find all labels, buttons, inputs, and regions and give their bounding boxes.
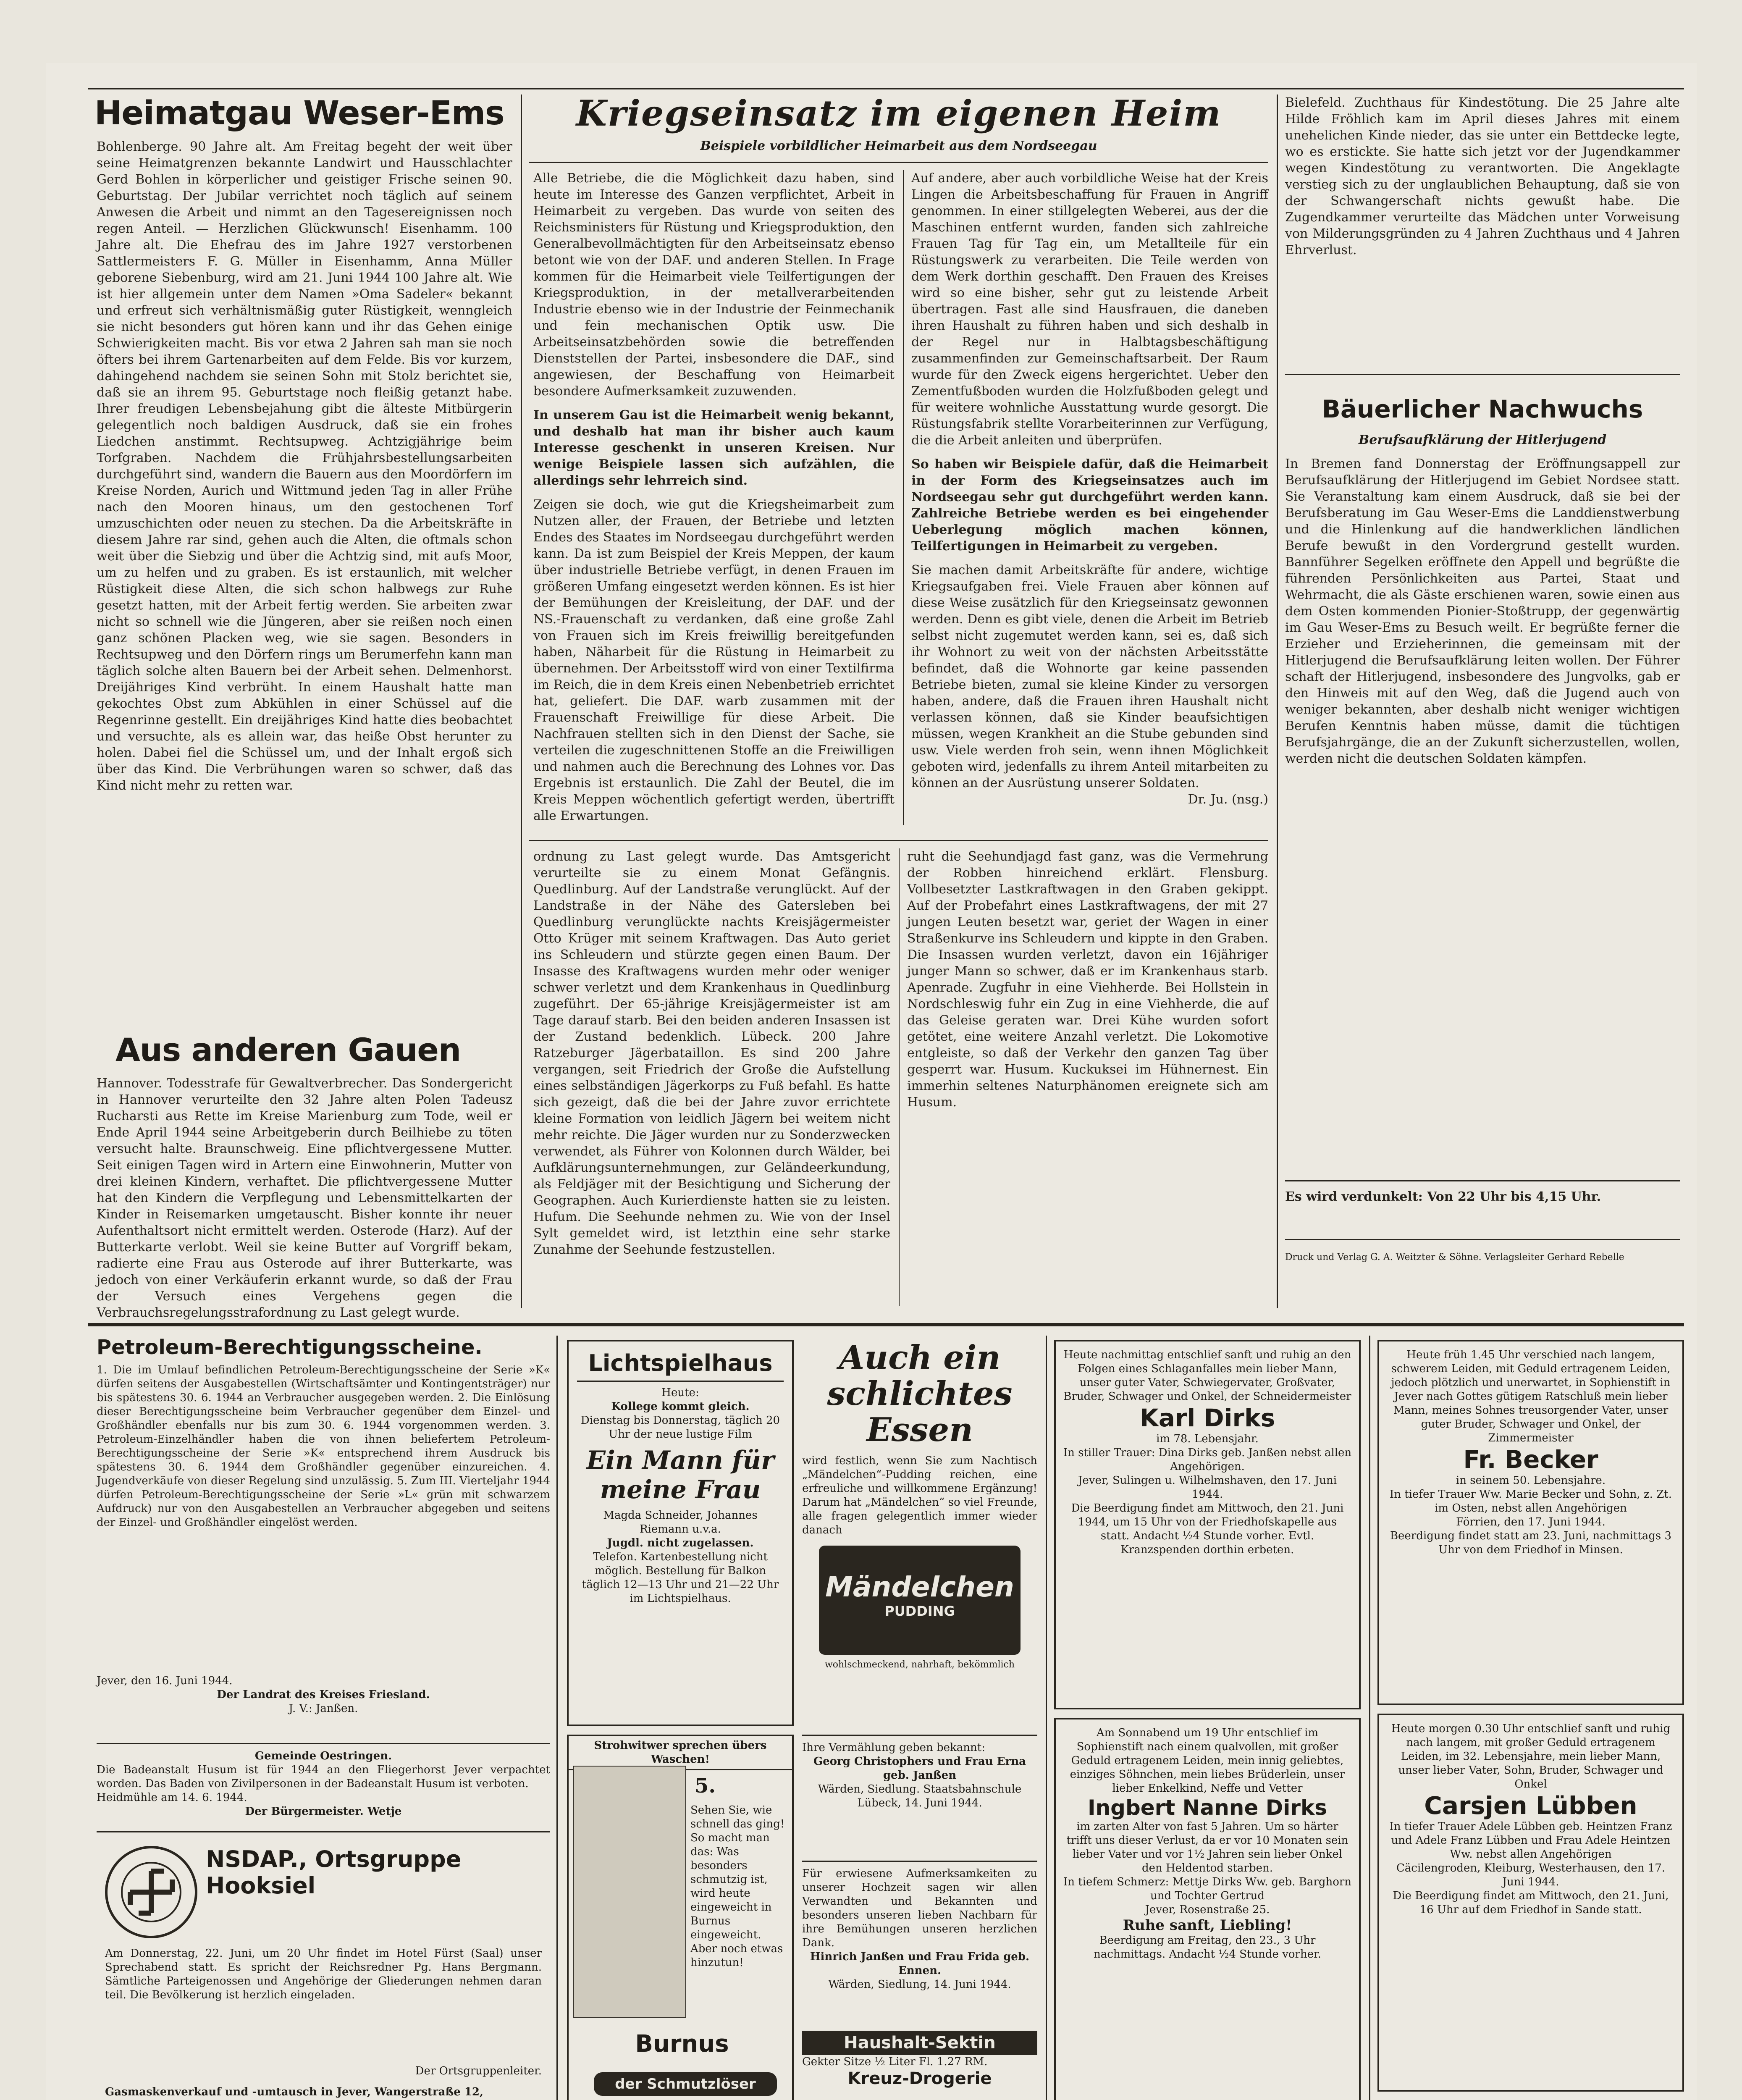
nsdap-title: NSDAP., Ortsgruppe Hooksiel	[206, 1846, 462, 1899]
waschen-body: Sehen Sie, wie schnell das ging! So macht man das: Was besonders schmutzig ist, wird heute eingeweicht in Burnus eingeweicht. Aber noch etwas hinzutun!	[690, 1804, 785, 1969]
vermaehlung-ad	[802, 1741, 1037, 1810]
nsdap-body: Am Donnerstag, 22. Juni, um 20 Uhr findet im Hotel Fürst (Saal) unser Sprechabend statt. Es spricht der Reichsredner Pg. Hans Bergmann. Sämtliche Parteigenossen und Angehörige der Gliederungen nehmen daran teil. Die Bevölkerung ist herzlich eingeladen.	[105, 1947, 542, 2001]
column-divider	[1369, 1336, 1370, 2100]
becker-name: Fr. Becker	[1463, 1445, 1598, 1474]
dirks-funeral: Die Beerdigung findet am Mittwoch, den 21. Juni 1944, um 15 Uhr von der Friedhofskapelle aus statt. Andacht ½4 Stunde vorher. Evtl. Kranzspenden dorthin erbeten.	[1071, 1502, 1344, 1556]
kriegseinsatz-col1-text: Alle Betriebe, die die Möglichkeit dazu haben, sind heute im Interesse des Ganzen verpflichtet, Arbeit in Heimarbeit zu vergeben. Das wurde von seiten des Reichsministers für Rüstung und Kriegsproduktion, den Generalbevollmächtigten für den Arbeitseinsatz ebenso betont wie von der DAF. und anderen Stellen. In Frage kommen für die Heimarbeit viele Teilfertigungen der Kriegsproduktion, in der metallverarbeitenden Industrie ebenso wie in der Industrie der Feinmechanik und fein mechanischen Optik usw. Die Arbeitseinsatzbehörden sowie die betreffenden Dienststellen der Partei, insbesondere die DAF., sind angewiesen, der Beschaffung von Heimarbeit besondere Aufmerksamkeit zuzuwenden.	[533, 171, 895, 399]
essen-foot: wohlschmeckend, nahrhaft, bekömmlich	[824, 1659, 1015, 1670]
luebben-trauer: In tiefer Trauer Adele Lübben geb. Heintzen Franz und Adele Franz Lübben und Frau Adele Heintzen Ww. nebst allen Angehörigen	[1389, 1820, 1672, 1861]
maendelchen-ad	[802, 1340, 1037, 1730]
luebben-notice	[1377, 1714, 1684, 2092]
becker-trauer: In tiefer Trauer Ww. Marie Becker und Sohn, z. Zt. im Osten, nebst allen Angehörigen	[1390, 1488, 1672, 1515]
oestringen-sign: Der Bürgermeister. Wetje	[245, 1805, 402, 1818]
essen-body: wird festlich, wenn Sie zum Nachtisch „Mändelchen“-Pudding reichen, eine erfreuliche und willkommene Ergänzung! Darum hat „Mändelchen“ so viel Freunde, alle fragen gelegentlich immer wieder danach	[802, 1454, 1037, 1536]
kino-today: Heute:	[661, 1386, 699, 1399]
schmutzloeser-badge: der Schmutzlöser	[594, 2072, 777, 2096]
heimatgau-body: Bohlenberge. 90 Jahre alt. Am Freitag begeht der weit über seine Heimatgrenzen bekannte Landwirt und Hausschlachter Gerd Bohlen in körperlicher und geistiger Frische seinen 90. Geburtstag. Der Jubilar verrichtet noch täglich auf seinem Anwesen die Arbeit und nimmt an den Tagesereignissen noch regen Anteil. — Herzlichen Glückwunsch! Eisenhamm. 100 Jahre alt. Die Ehefrau des im Jahre 1927 verstorbenen Sattlermeisters F. G. Müller in Eisenhamm, Anna Müller geborene Siebenburg, wird am 21. Juni 1944 100 Jahre alt. Wie ist hier allgemein unter dem Namen »Oma Sadeler« bekannt und erfreut sich verhältnismäßig guter Rüstigkeit, wenngleich sie nicht besonders gut hören kann und ihr das Gehen einige Schwierigkeiten macht. Bis vor etwa 2 Jahren sah man sie noch öfters bei ihrem Gartenarbeiten auf dem Felde. Bis vor kurzem, dahingehend nachdem sie seinen Sohn mit Stolz berichtet sie, daß sie an ihrem 95. Geburtstage noch fleißig getanzt habe. Ihrer freudigen Lebensbejahung gibt die älteste Mitbürgerin gelegentlich noch baldigen Ausdruck, daß sie ein frohes Liedchen anstimmt. Rechtsupweg. Achtzigjährige beim Torfgraben. Nachdem die Frühjahrsbestellungsarbeiten durchgeführt sind, wandern die Bauern aus den Moordörfern im Kreise Norden, Aurich und Wittmund jeden Tag in aller Frühe nach den Mooren hinaus, um den gestochenen Torf umzuschichten oder neuen zu stechen. Da die Arbeitskräfte in diesem Jahre rar sind, gehen auch die Alten, die oftmals schon weit über die Siebzig und über die Achtzig sind, mit aufs Moor, um zu helfen und zu graben. Es ist erstaunlich, mit welcher Rüstigkeit diese Alten, die sich schon halbwegs zur Ruhe gesetzt hatten, mit der Arbeit fertig werden. Sie arbeiten zwar nicht so schnell wie die Jüngeren, aber sie reißen noch einen ganz schönen Placken weg, wie sie sagen. Besonders in Rechtsupweg und den Dörfern rings um Berumerfehn kann man täglich solche alten Bauern bei der Arbeit sehen. Delmenhorst. Dreijähriges Kind verbrüht. In einem Haushalt hatte man gekochtes Obst zum Abkühlen in einer Schüssel auf die Regenrinne gestellt. Ein dreijähriges Kind hatte dies beobachtet und versuchte, als es allein war, das heiße Obst herunter zu holen. Dabei fiel die Schüssel um, und der Inhalt ergoß sich über das Kind. Die Verbrühungen waren so schwer, daß das Kind nicht mehr zu retten war.	[97, 139, 512, 793]
bauerlicher-title: Bäuerlicher Nachwuchs	[1322, 395, 1643, 423]
maendelchen-sub: PUDDING	[884, 1603, 955, 1619]
haushalt-body: Gekter Sitze ½ Liter Fl. 1.27 RM.	[802, 2055, 988, 2068]
dank-ad	[802, 1867, 1037, 1992]
oestringen-body: Die Badeanstalt Husum ist für 1944 an den Fliegerhorst Jever verpachtet worden. Das Baden von Zivilpersonen in der Badeanstalt Husum ist verboten.	[97, 1764, 550, 1790]
luebben-place: Cäcilengroden, Kleiburg, Westerhausen, den 17. Juni 1944.	[1396, 1862, 1666, 1888]
oestringen-place: Heidmühle am 14. 6. 1944.	[97, 1791, 247, 1804]
oestringen-title: Gemeinde Oestringen.	[254, 1750, 392, 1762]
column-divider	[903, 170, 904, 825]
kriegseinsatz-col1-bold: In unserem Gau ist die Heimarbeit wenig bekannt, und deshalb hat man ihr bisher auch kaum Interesse geschenkt in unseren Kreisen. Nur wenige Beispiele lassen sich aufzählen, die allerdings sehr lehrreich sind.	[533, 408, 895, 488]
imprint: Druck und Verlag G. A. Weitzter & Söhne. Verlagsleiter Gerhard Rebelle	[1285, 1252, 1624, 1263]
verdunkelung-notice: Es wird verdunkelt: Von 22 Uhr bis 4,15 Uhr.	[1285, 1189, 1601, 1204]
kino-jugend: Jugdl. nicht zugelassen.	[607, 1537, 754, 1549]
kino-cast: Magda Schneider, Johannes Riemann u.v.a.	[603, 1509, 758, 1536]
bauerlicher-subtitle: Berufsaufklärung der Hitlerjugend	[1358, 433, 1607, 447]
rule	[802, 1861, 1037, 1862]
essen-title: Auch ein schlichtes Essen	[827, 1339, 1013, 1449]
middle-column-2: ruht die Seehundjagd fast ganz, was die Vermehrung der Robben hinreichend erklärt. Flensburg. Vollbesetzter Lastkraftwagen in den Graben gekippt. Auf der Probefahrt eines Lastkraftwagens, der mit 27 jungen Leuten besetzt war, geriet der Wagen in einer Straßenkurve ins Schleudern und kippte in den Graben. Die Insassen wurden verletzt, davon ein 16jähriger junger Mann so schwer, daß er im Krankenhaus starb. Apenrade. Zugfuhr in eine Viehherde. Bei Hollstein in Nordschleswig fuhr ein Zug in eine Viehherde, die auf das Geleise geraten war. Drei Kühe wurden sofort getötet, eine weitere Anzahl verletzt. Die Lokomotive entgleiste, so daß der Verkehr den ganzen Tag über gesperrt war. Husum. Kuckuksei im Hühnernest. Ein immerhin seltenes Naturphänomen ereignete sich am Husum.	[907, 849, 1268, 1110]
nsdap-sign: Der Ortsgruppenleiter.	[415, 2065, 542, 2077]
rule	[577, 1381, 784, 1382]
subtitle-rule	[529, 162, 1268, 163]
kino-film-title: Ein Mann für meine Frau	[586, 1446, 774, 1504]
waschen-title: Strohwitwer sprechen übers Waschen!	[569, 1736, 792, 1770]
column-divider	[521, 94, 522, 1308]
luebben-intro: Heute morgen 0.30 Uhr entschlief sanft und ruhig nach langem, mit großer Geduld ertragenem Leiden, im 32. Lebensjahre, mein lieber Mann, unser lieber Vater, Sohn, Bruder, Schwager und Onkel	[1391, 1722, 1671, 1790]
kino-line2: Dienstag bis Donnerstag, täglich 20 Uhr der neue lustige Film	[580, 1414, 780, 1441]
party-emblem-icon	[105, 1846, 197, 1938]
oestringen-notice	[97, 1749, 550, 1819]
bielefeld-text: Bielefeld. Zuchthaus für Kindestötung. Die 25 Jahre alte Hilde Fröhlich kam im April dieses Jahres mit einem unehelichen Kinde nieder, das sie unter ein Bettdecke legte, wo es erstickte. Sie hatte sich jetzt vor der Jugendkammer wegen Kindestötung zu verantworten. Die Angeklagte verstieg sich zu der unglaublichen Behauptung, daß sie von der Schwangerschaft nichts gewußt habe. Die Zugendkammer verurteilte das Mädchen unter Vorweisung von Milderungsgründen zu 4 Jahren Zuchthaus und 4 Jahren Ehrverlust.	[1285, 95, 1680, 257]
dank-body: Für erwiesene Aufmerksamkeiten zu unserer Hochzeit sagen wir allen Verwandten und Bekannten und besonders unseren lieben Nachbarn für ihre Bemühungen unseren herzlichen Dank.	[802, 1867, 1037, 1949]
vermaehlung-place: Wärden, Siedlung. Staatsbahnschule Lübeck, 14. Juni 1944.	[818, 1783, 1022, 1809]
kriegseinsatz-col2-bold: So haben wir Beispiele dafür, daß die Heimarbeit in der Form des Kriegseinsatzes auch im Nordseegau sehr gut durchgeführt werden kann. Zahlreiche Betriebe werden es bei eingehender Ueberlegung möglich machen können, Teilfertigungen in Heimarbeit zu vergeben.	[911, 457, 1268, 554]
column-divider	[899, 848, 900, 1306]
becker-notice	[1377, 1340, 1684, 1705]
petroleum-body: 1. Die im Umlauf befindlichen Petroleum-Berechtigungsscheine der Serie »K« dürfen seitens der Ausgabestellen (Wirtschaftsämter und Kontingentsträger) nur bis spätestens 30. 6. 1944 an Verbraucher ausgegeben werden. 2. Die Einlösung dieser Berechtigungsscheine beim Verbraucher gegenüber dem Einzel- und Großhändler ebenfalls nur bis zum 30. 6. 1944 vorgenommen werden. 3. Petroleum-Einzelhändler haben die von ihnen beliefertem Petroleum-Berechtigungsscheine der Serie »K« entsprechend ihrem Ausdruck bis spätestens 30. 6. 1944 dem Großhändler gegenüber einzureichen. 4. Jugendverkäufe von dieser Regelung sind unzulässig. 5. Zum III. Vierteljahr 1944 dürfen Petroleum-Berechtigungsscheine der Serie »L« grün mit schwarzem Aufdruck) nur von den Ausgabestellen an Verbraucher abgegeben und seitens der Einzel- und Großhändler eingelöst werden.	[97, 1364, 550, 1529]
petroleum-sign-name: J. V.: Janßen.	[289, 1702, 358, 1715]
becker-funeral: Beerdigung findet statt am 23. Juni, nachmittags 3 Uhr von dem Friedhof in Minsen.	[1390, 1530, 1672, 1556]
rule	[1285, 374, 1680, 375]
heimatgau-title: Heimatgau Weser-Ems	[94, 94, 504, 132]
aus-anderen-gauen-title: Aus anderen Gauen	[115, 1031, 461, 1068]
kriegseinsatz-col2b-text: Sie machen damit Arbeitskräfte für andere, wichtige Kriegsaufgaben frei. Viele Frauen aber können auf diese Weise zusätzlich für den Kriegseinsatz gewonnen werden. Denn es gibt viele, denen die Arbeit im Betrieb selbst nicht zugemutet werden kann, sei es, daß sich ihr Wohnort zu weit von der nächsten Arbeitsstätte befindet, daß die Wohnorte gar keine passenden Betriebe bieten, zumal sie kleine Kinder zu versorgen haben, andere, daß die Frauen ihren Haushalt nicht verlassen können, daß sie Kinder beaufsichtigen müssen, wegen Krankheit an die Stube gebunden sind usw. Viele werden froh sein, wenn ihnen Möglichkeit geboten wird, jedenfalls zu ihrem Anteil mitarbeiten zu können an der Ausrüstung unserer Soldaten.	[911, 563, 1268, 790]
kriegseinsatz-col2-text: Auf andere, aber auch vorbildliche Weise hat der Kreis Lingen die Arbeitsbeschaffung für Frauen in Angriff genommen. In einer stillgelegten Weberei, aus der die Maschinen entfernt wurden, fanden sich zahlreiche Frauen Tag für Tag ein, um Metallteile für ein Rüstungswerk zu verarbeiten. Die Teile werden von dem Werk dorthin geschafft. Den Frauen des Kreises wird so eine bisher, sehr gut zu leistende Arbeit übertragen. Fast alle sind Hausfrauen, die daneben ihren Haushalt zu führen haben und sich deshalb in der Regel nur in Halbtagsbeschäftigung zusammenfinden zur Gemeinschaftsarbeit. Der Raum wurde für den Zweck eigens hergerichtet. Ueber den Zementfußboden wurden die Holzfußboden gelegt und für weitere wohnliche Ausstattung wurde gesorgt. Die Rüstungsfabrik stellte Vorarbeiterinnen zur Verfügung, die die Arbeit anleiten und überprüfen.	[911, 171, 1268, 448]
newspaper-page	[46, 63, 1697, 2100]
waschen-number: 5.	[695, 1774, 716, 1798]
burnus-brand: Burnus	[635, 2030, 729, 2058]
ingbert-intro: Am Sonnabend um 19 Uhr entschlief im Sophienstift nach einem qualvollen, mit großer Geduld ertragenem Leiden, mein innig geliebtes, einziges Söhnchen, mein liebes Brüderlein, unser lieber Enkelkind, Neffe und Vetter	[1070, 1727, 1345, 1795]
middle-column-1: ordnung zu Last gelegt wurde. Das Amtsgericht verurteilte sie zu einem Monat Gefängnis. Quedlinburg. Auf der Landstraße verunglückt. Auf der Landstraße in der Nähe des Gatersleben bei Quedlinburg verunglückte nachts Kreisjägermeister Otto Krüger mit seinem Kraftwagen. Das Auto geriet ins Schleudern und stürzte gegen einen Baum. Der Insasse des Kraftwagens wurden mehr oder weniger schwer verletzt und dem Krankenhaus in Quedlinburg zugeführt. Der 65-jährige Kreisjägermeister ist am Tage darauf starb. Bei den beiden anderen Insassen ist der Zustand bedenklich. Lübeck. 200 Jahre Ratzeburger Jägerbataillon. Es sind 200 Jahre vergangen, seit Friedrich der Große die Aufstellung eines selbständigen Jägerkorps zu Fuß befahl. Es hatte sich gezeigt, daß die bei der Jahre zuvor errichtete kleine Formation von leidlich Jägern bei weitem nicht mehr reichte. Die Jäger wurden nur zu Sonderzwecken verwendet, als Führer von Kolonnen durch Wälder, bei Aufklärungsunternehmungen, zur Geländeerkundung, als Feldjäger mit der Besichtigung und Sicherung der Geographen. Auch Kurierdienste hatten sie zu leisten. Hufum. Die Seehunde nehmen zu. Wie von der Insel Sylt gemeldet wird, ist letzthin eine sehr starke Zunahme der Seehunde festzustellen.	[533, 849, 890, 1257]
kino-title: Lichtspielhaus	[588, 1350, 773, 1376]
dirks-intro: Heute nachmittag entschlief sanft und ruhig an den Folgen eines Schlaganfalles mein lieber Mann, unser guter Vater, Schwiegervater, Großvater, Bruder, Schwager und Onkel, der Schneidermeister	[1063, 1349, 1351, 1403]
ingbert-age: im zarten Alter von fast 5 Jahren. Um so härter trifft uns dieser Verlust, da er vor 10 Monaten sein lieber Vater und vor 1½ Jahren sein lieber Onkel den Heldentod starben.	[1066, 1820, 1348, 1874]
rule	[802, 1735, 1037, 1736]
kriegseinsatz-col2	[911, 170, 1268, 808]
column-divider	[556, 1336, 558, 2100]
top-rule	[88, 88, 1684, 89]
dirks-place: Jever, Sulingen u. Wilhelmshaven, den 17. Juni 1944.	[1078, 1474, 1337, 1501]
kriegseinsatz-subtitle: Beispiele vorbildlicher Heimarbeit aus dem Nordseegau	[700, 139, 1097, 153]
petroleum-notice	[97, 1336, 550, 1716]
rule	[1285, 1239, 1680, 1240]
kriegseinsatz-col1	[533, 170, 895, 824]
dirks-name: Karl Dirks	[1139, 1404, 1275, 1432]
column-divider	[1046, 1336, 1047, 2100]
kriegseinsatz-title: Kriegseinsatz im eigenen Heim	[576, 92, 1222, 134]
kino-info: Telefon. Kartenbestellung nicht möglich. Bestellung für Balkon täglich 12—13 Uhr und 21—22 Uhr im Lichtspielhaus.	[582, 1551, 779, 1605]
luebben-name: Carsjen Lübben	[1424, 1791, 1637, 1820]
kriegseinsatz-author: Dr. Ju. (nsg.)	[1188, 792, 1268, 807]
ingbert-funeral: Beerdigung am Freitag, den 23., 3 Uhr nachmittags. Andacht ½4 Stunde vorher.	[1094, 1934, 1321, 1961]
ingbert-name: Ingbert Nanne Dirks	[1087, 1796, 1327, 1820]
luebben-funeral: Die Beerdigung findet am Mittwoch, den 21. Juni, 16 Uhr auf dem Friedhof in Sande statt.	[1393, 1890, 1669, 1916]
dirks-trauer: In stiller Trauer: Dina Dirks geb. Janßen nebst allen Angehörigen.	[1063, 1446, 1352, 1473]
maendelchen-brand: Mändelchen	[825, 1571, 1014, 1603]
ingbert-ruhe: Ruhe sanft, Liebling!	[1123, 1917, 1292, 1934]
petroleum-sign: Der Landrat des Kreises Friesland.	[217, 1688, 430, 1701]
dank-place: Wärden, Siedlung, 14. Juni 1944.	[828, 1978, 1011, 1991]
becker-age: in seinem 50. Lebensjahre.	[1456, 1474, 1606, 1487]
dirks-karl-notice	[1054, 1340, 1361, 1709]
ingbert-trauer: In tiefem Schmerz: Mettje Dirks Ww. geb. Barghorn und Tochter Gertrud	[1063, 1876, 1352, 1902]
kino-line1: Kollege kommt gleich.	[611, 1400, 750, 1413]
nsdap-ad	[97, 1838, 550, 2100]
becker-place: Förrien, den 17. Juni 1944.	[1456, 1516, 1606, 1528]
kriegseinsatz-end-rule	[529, 840, 1268, 841]
rule	[97, 1743, 550, 1744]
dank-names: Hinrich Janßen und Frau Frida geb. Ennen.	[810, 1950, 1030, 1977]
rule	[97, 1831, 550, 1832]
ads-top-rule	[88, 1323, 1684, 1326]
bauerlicher-body: In Bremen fand Donnerstag der Eröffnungsappell zur Berufsaufklärung der Hitlerjugend im Gebiet Nordsee statt. Sie Veranstaltung kam einem Ausdruck, daß sie bei der Berufsberatung im Gau Weser-Ems die Landdienstwerbung und die Hinlenkung auf die handwerklichen ländlichen Berufe bewußt in den Vordergrund gestellt wurden. Bannführer Segelken eröffnete den Appell und begrüßte die führenden Persönlichkeiten aus Partei, Staat und Wehrmacht, die als Gäste erschienen waren, sowie einen aus dem Osten kommenden Pionier-Stoßtrupp, der gegenwärtig im Gau Weser-Ems zu Besuch weilt. Er begrüßte ferner die Erzieher und Erzieherinnen, die gemeinsam mit der Hitlerjugend die Berufsaufklärung leiten wollen. Der Führer schaft der Hitlerjugend, insbesondere des Jungvolks, gab er den Hinweis mit auf den Weg, daß die Jugend auch von weniger bekannten, aber deshalb nicht weniger wichtigen Berufen Kenntnis haben müsse, damit die tüchtigen Berufsjahrgänge, die an der Zukunft sicherzustellen, wollen, werden nicht die deutschen Soldaten kämpfen.	[1285, 457, 1680, 766]
haushalt-shop: Kreuz-Drogerie	[847, 2069, 992, 2088]
rule	[1285, 1180, 1680, 1181]
ingbert-dirks-notice	[1054, 1718, 1361, 2100]
vermaehlung-names: Georg Christophers und Frau Erna geb. Janßen	[813, 1755, 1026, 1782]
pudding-package	[819, 1546, 1021, 1655]
aus-anderen-gauen-body: Hannover. Todesstrafe für Gewaltverbrecher. Das Sondergericht in Hannover verurteilte den 32 Jahre alten Polen Tadeusz Rucharsti aus Rette im Kreise Marienburg zum Tode, weil er Ende April 1944 seine Arbeitgeberin durch Beilhiebe zu töten versucht halte. Braunschweig. Eine pflichtvergessene Mutter. Seit einigen Tagen wird in Artern eine Einwohnerin, Mutter von drei kleinen Kindern, verhaftet. Die pflichtvergessene Mutter hat den Kindern die Verpflegung und Lebensmittelkarten der Kinder in Reisemarken umgetauscht. Bisher konnte ihr neuer Aufenthaltsort nicht ermittelt werden. Osterode (Harz). Auf der Butterkarte verlobt. Weil sie keine Butter auf Vorgriff bekam, radierte eine Frau aus Osterode auf ihrer Butterkarte, was jedoch von einer Verkäuferin erkannt wurde, so daß der Frau der Versuch eines Vergehens gegen die Verbrauchsregelungsstrafordnung zu Last gelegt wurde.	[97, 1076, 512, 1320]
petroleum-date: Jever, den 16. Juni 1944.	[97, 1675, 233, 1687]
petroleum-title: Petroleum-Berechtigungsscheine.	[97, 1336, 483, 1359]
kriegseinsatz-col1b-text: Zeigen sie doch, wie gut die Kriegsheimarbeit zum Nutzen aller, der Frauen, der Betriebe und letzten Endes des Staates im Nordseegau durchgeführt werden kann. Da ist zum Beispiel der Kreis Meppen, der kaum über industrielle Betriebe verfügt, in denen Frauen im größeren Umfang eingesetzt werden können. Es ist hier der Bemühungen der Kreisleitung, der DAF. und der NS.-Frauenschaft zu verdanken, daß eine große Zahl von Frauen sich im Kreis freiwillig bereitgefunden haben, Näharbeit für die Rüstung in Heimarbeit zu übernehmen. Der Arbeitsstoff wird von einer Textilfirma im Reich, die in dem Kreis einen Nebenbetrieb errichtet hat, geliefert. Die DAF. warb zusammen mit der Frauenschaft Freiwillige für diese Arbeit. Die Nachfrauen stellten sich in den Dienst der Sache, sie verteilen die zugeschnittenen Stoffe an die Freiwilligen und nahmen auch die Berechnung des Lohnes vor. Das Ergebnis ist erstaunlich. Die Zahl der Beutel, die im Kreis Meppen wöchentlich gefertigt werden, übertrifft alle Erwartungen.	[533, 497, 895, 823]
haushalt-ad	[802, 2031, 1037, 2088]
gasmasken-ad: Gasmaskenverkauf und -umtausch in Jever, Wangerstraße 12,	[105, 2086, 484, 2098]
becker-intro: Heute früh 1.45 Uhr verschied nach langem, schwerem Leiden, mit Geduld ertragenem Leiden, jedoch plötzlich und unerwartet, in Sophienstift in Jever nach Gottes gütigem Ratschluß mein lieber Mann, meines Sohnes treusorgender Vater, unser guter Bruder, Schwager und Onkel, der Zimmermeister	[1391, 1349, 1671, 1444]
laundry-illustration	[573, 1766, 686, 2018]
column-divider	[1277, 94, 1278, 1308]
lichtspielhaus-ad	[567, 1340, 794, 1726]
ingbert-place: Jever, Rosenstraße 25.	[1145, 1903, 1270, 1916]
waschen-ad	[567, 1735, 794, 2100]
vermaehlung-title: Ihre Vermählung geben bekannt:	[802, 1741, 985, 1754]
haushalt-title: Haushalt-Sektin	[802, 2031, 1037, 2055]
dirks-age: im 78. Lebensjahr.	[1156, 1433, 1259, 1445]
